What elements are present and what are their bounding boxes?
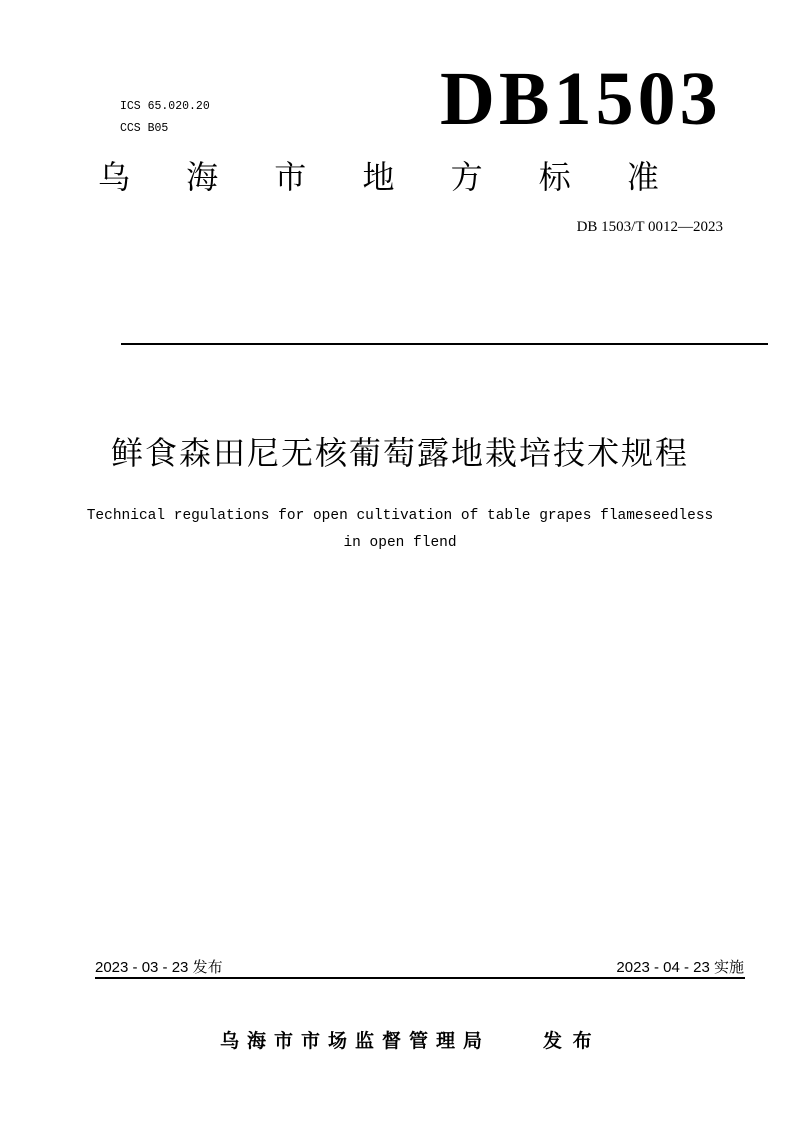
document-title-en [0, 503, 800, 557]
standard-type-char: 海 [186, 158, 219, 196]
ccs-code: CCS B05 [120, 122, 169, 135]
standard-type [97, 158, 660, 196]
standard-type-char: 准 [626, 158, 659, 196]
ics-code: ICS 65.020.20 [120, 100, 210, 113]
standard-type-char: 标 [538, 158, 571, 196]
standard-code: DB1503 [440, 57, 722, 141]
document-title-en-line2: in open flend [343, 535, 457, 551]
issue-date: 2023 - 03 - 23 发布 [95, 959, 223, 976]
top-divider [121, 343, 768, 345]
standard-type-char: 市 [274, 158, 307, 196]
publisher-action: 发 布 [543, 1030, 594, 1052]
standard-type-char: 地 [362, 158, 395, 196]
date-divider [95, 977, 745, 979]
document-title-zh: 鲜食森田尼无核葡萄露地栽培技术规程 [110, 434, 689, 472]
publisher-name: 乌海市市场监督管理局 [220, 1030, 491, 1052]
standard-type-char: 方 [450, 158, 483, 196]
document-title-en-line1: Technical regulations for open cultivation of table grapes flameseedless [86, 508, 714, 524]
implementation-date: 2023 - 04 - 23 实施 [616, 959, 744, 976]
standard-number: DB 1503/T 0012—2023 [576, 219, 723, 235]
standard-type-char: 乌 [97, 158, 130, 196]
